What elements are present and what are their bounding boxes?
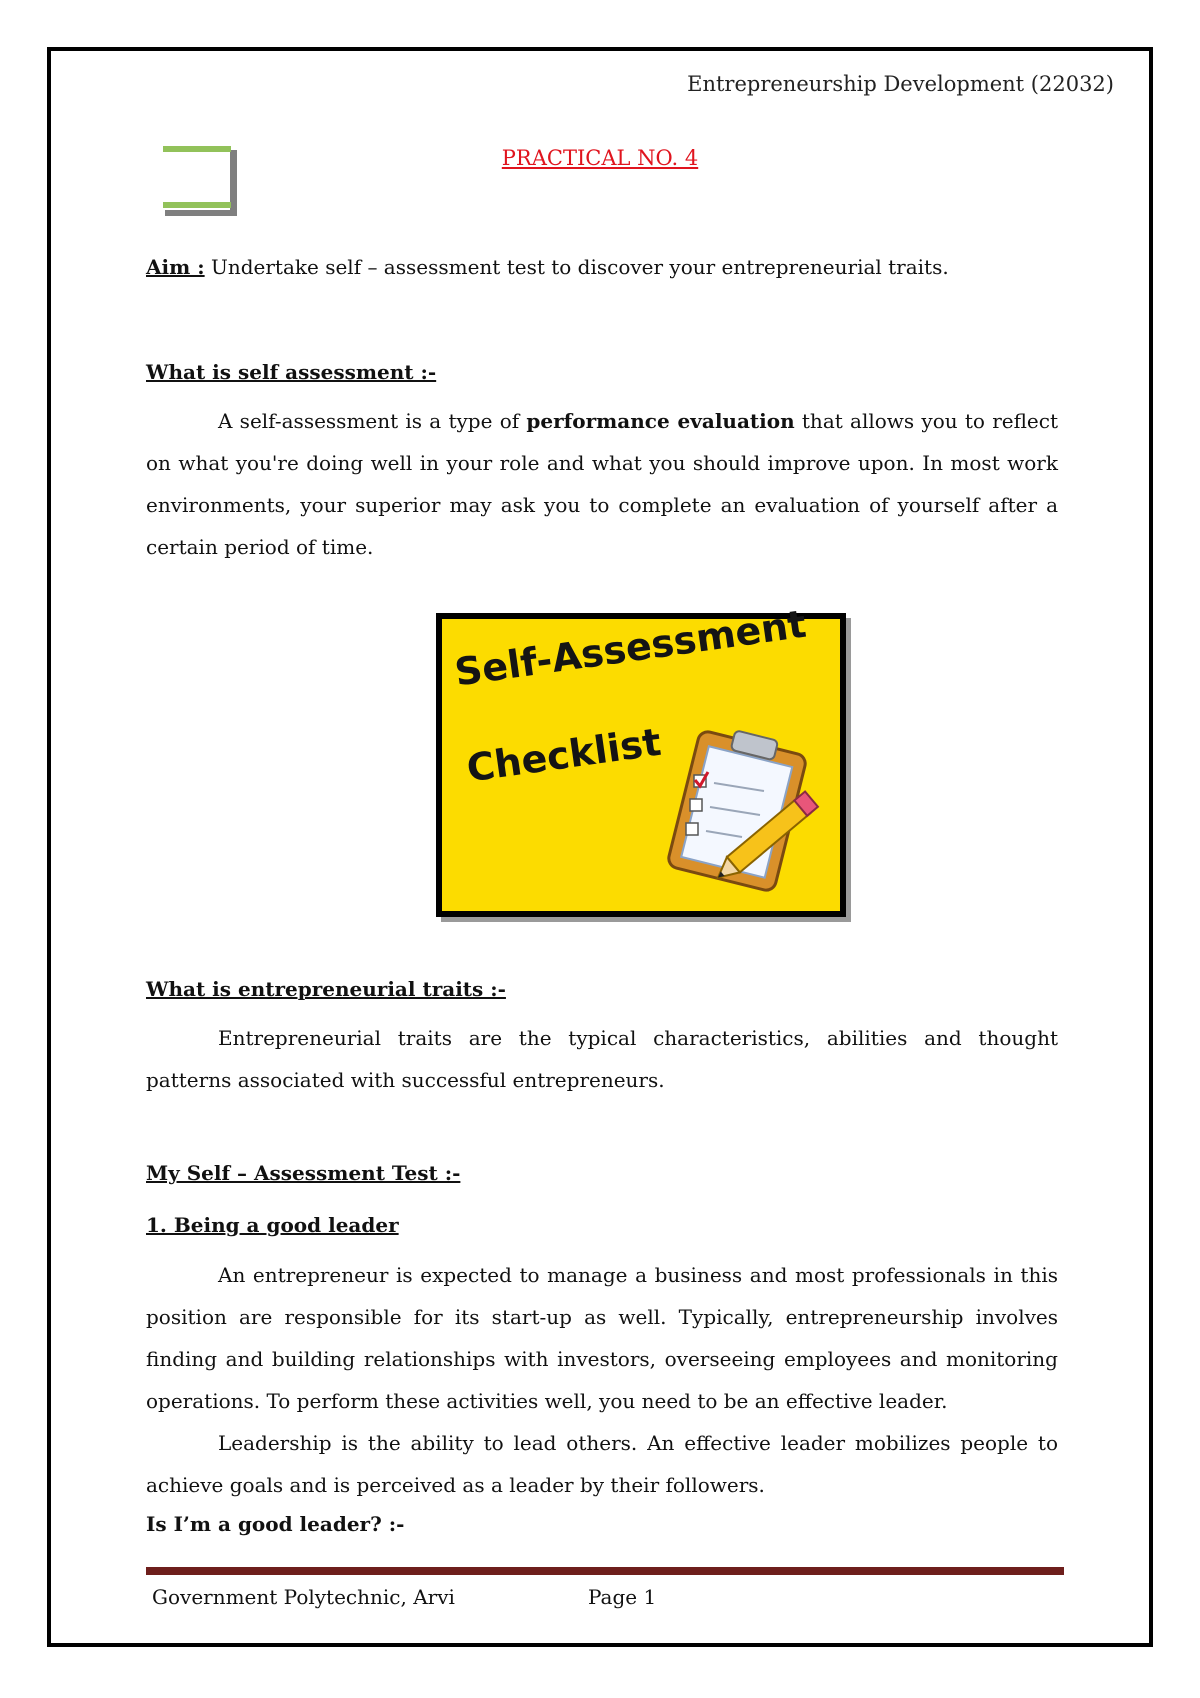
paragraph-leadership: Leadership is the ability to lead others. An effective leader mobilizes people to achieve goals and is perceived as a leader by their followers.: [146, 1431, 1058, 1497]
clipboard-pencil-icon: [664, 719, 832, 899]
section-heading-self-assessment: What is self assessment :-: [146, 360, 437, 384]
aim-text: Undertake self – assessment test to discover your entrepreneurial traits.: [204, 255, 949, 279]
bracket-decoration-shadow: [165, 210, 237, 216]
section-heading-entrepreneurial-traits: What is entrepreneurial traits :-: [146, 977, 506, 1001]
paragraph-good-leader: An entrepreneur is expected to manage a business and most professionals in this position are responsible for its start-up as well. Typically, entrepreneurship involves finding and building relationships with investors, overseeing employees and monitoring operations. To perform these activities well, you need to be an effective leader.: [146, 1263, 1058, 1413]
aim-label: Aim :: [146, 255, 205, 279]
para-text-start: A self-assessment is a type of: [218, 409, 527, 433]
document-header-title: Entrepreneurship Development (22032): [687, 72, 1114, 96]
practical-title: PRACTICAL NO. 4: [501, 146, 699, 170]
bracket-decoration-bottom: [163, 202, 231, 208]
paragraph-entrepreneurial-traits: Entrepreneurial traits are the typical characteristics, abilities and thought patterns associated with successful entrepreneurs.: [146, 1026, 1058, 1092]
footer-institution: Government Polytechnic, Arvi: [152, 1585, 455, 1609]
figure-text-line1: Self-Assessment: [452, 601, 809, 695]
figure-text-line2: Checklist: [464, 719, 664, 791]
para-bold-term: performance evaluation: [526, 409, 795, 433]
para-text-end: that allows you to reflect on what you're doing well in your role and what you should improve upon. In most work environments, your superior may ask you to complete an evaluation of yourself after a certain period of time.: [146, 409, 1058, 559]
footer-page-number: Page 1: [588, 1585, 657, 1609]
aim-line: [146, 246, 949, 288]
subheading-good-leader: 1. Being a good leader: [146, 1213, 399, 1237]
footer-rule: [146, 1567, 1064, 1575]
question-good-leader: Is I’m a good leader? :-: [146, 1512, 405, 1536]
section-heading-self-assessment-test: My Self – Assessment Test :-: [146, 1161, 461, 1185]
self-assessment-checklist-image: [436, 601, 846, 917]
paragraph-self-assessment: [146, 400, 1058, 568]
